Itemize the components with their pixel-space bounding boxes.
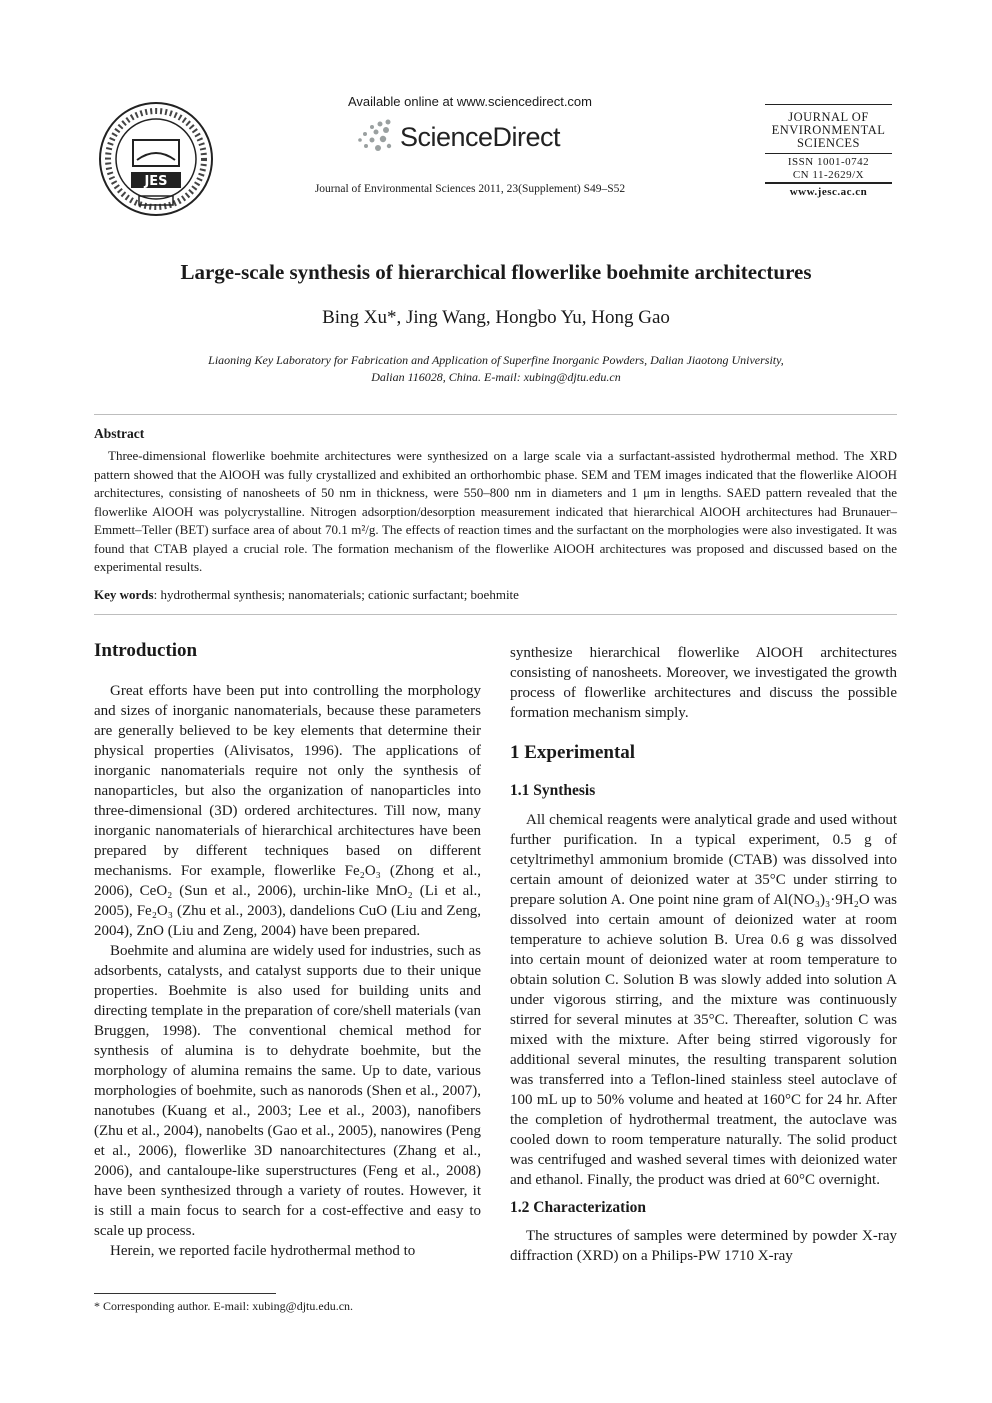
introduction-heading: Introduction	[94, 640, 198, 661]
sciencedirect-wordmark: ScienceDirect	[400, 122, 561, 152]
logo-badge: JES	[144, 174, 168, 189]
article-title: Large-scale synthesis of hierarchical flowerlike boehmite architectures	[180, 260, 812, 284]
affiliation-line1: Liaoning Key Laboratory for Fabrication and Application of Superfine Inorganic Powders, Dalian Jiaotong University,	[208, 353, 784, 367]
synthesis-paragraph: All chemical reagents were analytical grade and used without further purification. In a typical experiment, 0.5 g of cetyltrimethyl ammonium bromide (CTAB) was dissolved into certain amount of deionized water at 35°C under stirring to prepare solution A. One point nine gram of Al(NO₃)₃·9H₂O was dissolved into certain amount of deionized water at room temperature to achieve solution B. Urea 0.6 g was dissolved into certain mount of deionized water at room temperature to obtain solution C. Solution B was slowly added into solution A under vigorous stirring, and the mixture was continuously stirred for several minutes at 35°C. Thereafter, solution C was mixed with the mixture. After being stirred vigorously for additional several minutes, the resulting transparent solution was transferred into a Teflon-lined stainless steel autoclave of 100 mL up to 50% volume and heated at 160°C for 24 hr. After the completion of hydrothermal treatment, the autoclave was cooled down to room temperature naturally. The solid product was centrifuged and washed several times with deionized water and ethanol. Finally, the product was dried at 60°C overnight.	[510, 812, 897, 1188]
characterization-heading: 1.2 Characterization	[510, 1199, 647, 1216]
available-online-line: Available online at www.sciencedirect.com	[348, 94, 592, 109]
intro-paragraph-1: Great efforts have been put into controlling the morphology and sizes of inorganic nanomaterials, because these parameters are generally believed to be key elements that determine their physical properties (Alivisatos, 1996). The applications of inorganic nanomaterials require not only the synthesis of nanoparticles, but also the organization of nanoparticles into three-dimensional (3D) ordered architectures. Till now, many inorganic nanomaterials of hierarchical architectures have been prepared by different techniques based on different mechanisms. For example, flowerlike Fe₂O₃ (Zhong et al., 2006), CeO₂ (Sun et al., 2006), urchin-like MnO₂ (Li et al., 2005), Fe₂O₃ (Zhu et al., 2003), dandelions CuO (Liu and Zeng, 2004), ZnO (Liu and Zeng, 2004) have been prepared.	[94, 683, 481, 939]
experimental-heading: 1 Experimental	[510, 742, 636, 763]
jes-title-line1: JOURNAL OF	[788, 110, 869, 124]
characterization-paragraph: The structures of samples were determined by powder X-ray diffraction (XRD) on a Philips-PW 1710 X-ray	[510, 1228, 897, 1264]
journal-seal-logo	[93, 100, 219, 218]
sciencedirect-dots-icon	[350, 118, 400, 154]
jes-title-line2: ENVIRONMENTAL	[771, 123, 886, 137]
divider-bottom	[94, 614, 897, 615]
abstract-heading: Abstract	[94, 426, 145, 441]
abstract-text: Three-dimensional flowerlike boehmite architectures were synthesized on a large scale via a surfactant-assisted hydrothermal method. The XRD pattern showed that the AlOOH was fully crystallized and exhibited an orthorhombic phase. SEM and TEM images indicated that the flowerlike AlOOH architectures, consisting of nanosheets of 50 nm in thickness, were 550–800 nm in diameters and 1 μm in lengths. SAED pattern revealed that the flowerlike AlOOH was polycrystalline. Nitrogen adsorption/desorption measurement indicated that hierarchical AlOOH architectures had Brunauer–Emmett–Teller (BET) surface area of about 70.1 m²/g. The effects of reaction times and the surfactant on the morphologies were also investigated. It was found that CTAB played a crucial role. The formation mechanism of the flowerlike AlOOH architectures was proposed and discussed based on the experimental results.	[94, 448, 897, 574]
intro-continuation: synthesize hierarchical flowerlike AlOOH architectures consisting of nanosheets. Moreover, we investigated the growth process of flowerlike architectures and discuss the possible formation mechanism simply.	[510, 645, 897, 721]
article-affiliation	[120, 352, 872, 386]
divider-top	[94, 414, 897, 415]
journal-reference: Journal of Environmental Sciences 2011, 23(Supplement) S49–S52	[314, 183, 626, 195]
keywords	[94, 587, 897, 603]
intro-paragraph-2: Boehmite and alumina are widely used for industries, such as adsorbents, catalysts, and catalyst supports due to their unique properties. Boehmite is also used for building units and directing template in the preparation of core/shell materials (van Bruggen, 1998). The conventional chemical method for synthesis of alumina is to dehydrate boehmite, but the morphology of alumina remains the same. Up to date, various morphologies of boehmite, such as nanorods (Shen et al., 2007), nanotubes (Kuang et al., 2003; Lee et al., 2003), nanofibers (Zhu et al., 2004), nanobelts (Gao et al., 2005), nanowires (Peng et al., 2006), flowerlike 3D nanoarchitectures (Zhang et al., 2006), and cantaloupe-like superstructures (Feng et al., 2008) have been synthesized through a variety of routes. However, it is still a main focus to search for a cost-effective and easy to scale up process.	[94, 943, 481, 1239]
right-column	[510, 643, 897, 1266]
jes-issn: ISSN 1001-0742	[787, 156, 870, 168]
jes-title-line3: SCIENCES	[796, 136, 861, 150]
keywords-label: Key words	[94, 587, 154, 602]
jes-url: www.jesc.ac.cn	[789, 186, 868, 198]
left-column	[94, 641, 481, 1261]
footnote-corresponding-author: * Corresponding author. E-mail: xubing@djtu.edu.cn.	[94, 1299, 354, 1313]
sciencedirect-logo	[340, 118, 600, 158]
intro-paragraph-3: Herein, we reported facile hydrothermal method to	[110, 1243, 416, 1259]
jes-cn: CN 11-2629/X	[792, 169, 865, 181]
journal-info-box	[765, 104, 892, 200]
article-authors: Bing Xu*, Jing Wang, Hongbo Yu, Hong Gao	[322, 307, 670, 328]
synthesis-heading: 1.1 Synthesis	[510, 782, 596, 799]
affiliation-line2: Dalian 116028, China. E-mail: xubing@djtu.edu.cn	[371, 370, 621, 384]
keywords-list: : hydrothermal synthesis; nanomaterials; cationic surfactant; boehmite	[153, 587, 519, 602]
footnote-rule	[94, 1293, 276, 1294]
